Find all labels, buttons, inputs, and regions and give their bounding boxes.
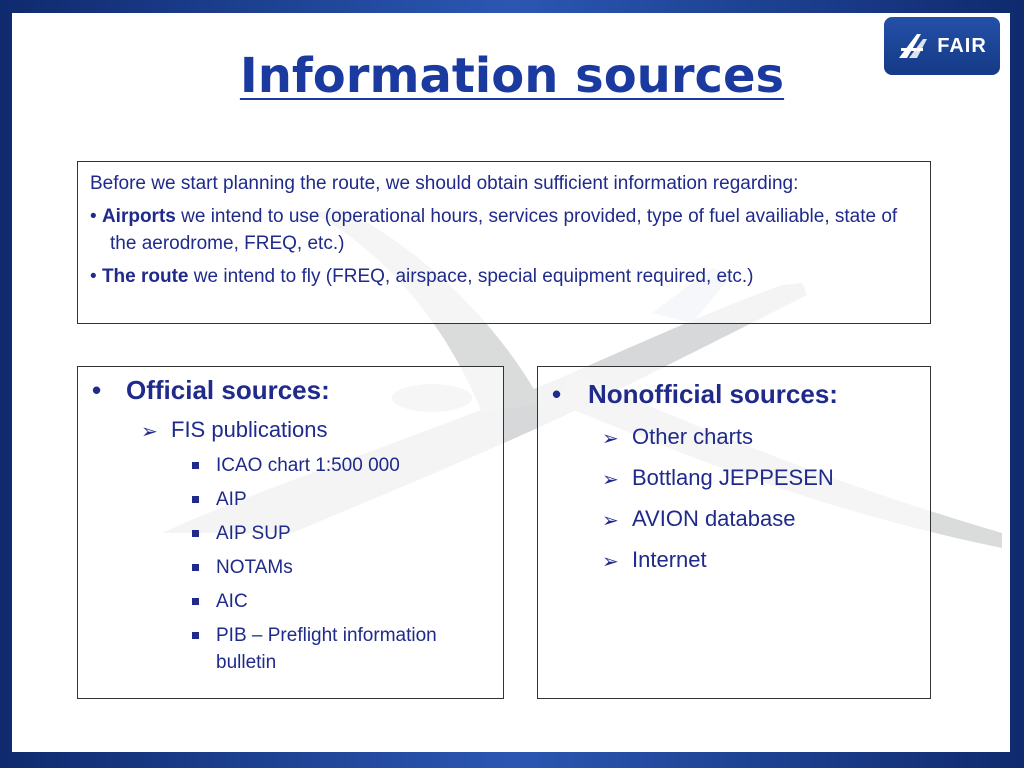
list-item: Internet — [632, 547, 707, 572]
page-title: Information sources — [239, 48, 785, 104]
bullet: • — [90, 206, 102, 227]
square-bullet-icon — [192, 462, 199, 469]
intro-item-airports — [90, 203, 918, 257]
square-bullet-icon — [192, 632, 199, 639]
intro-box — [77, 161, 931, 324]
list-item: Bottlang JEPPESEN — [632, 465, 834, 490]
intro-item-bold: Airports — [101, 206, 176, 227]
intro-item-text: we intend to fly (FREQ, airspace, special equipment required, etc.) — [188, 266, 754, 287]
nonofficial-sources-box — [537, 366, 931, 699]
arrow-bullet-icon: ➢ — [602, 510, 619, 532]
list-item: PIB – Preflight information bulletin — [216, 625, 437, 673]
official-sources-box — [77, 366, 504, 699]
arrow-bullet-icon: ➢ — [602, 428, 619, 450]
bullet: • — [552, 379, 562, 409]
logo-text: FAIR — [937, 34, 987, 57]
nonofficial-heading: Nonofficial sources: — [588, 379, 838, 409]
bullet: • — [92, 375, 102, 405]
official-sub: FIS publications — [171, 417, 328, 442]
square-bullet-icon — [192, 530, 199, 537]
intro-lead: Before we start planning the route, we should obtain sufficient information regarding: — [90, 173, 799, 194]
square-bullet-icon — [192, 564, 199, 571]
list-item: AIP — [216, 489, 247, 510]
arrow-bullet-icon: ➢ — [602, 469, 619, 491]
list-item: Other charts — [632, 424, 754, 449]
intro-item-text: we intend to use (operational hours, services provided, type of fuel availiable, state of the aerodrome, FREQ, etc.) — [110, 206, 898, 254]
arrow-bullet-icon: ➢ — [141, 421, 158, 443]
list-item: AIC — [216, 591, 248, 612]
list-item: AIP SUP — [216, 523, 291, 544]
list-item: NOTAMs — [216, 557, 293, 578]
intro-item-bold: The route — [101, 266, 189, 287]
list-item: AVION database — [632, 506, 796, 531]
list-item: ICAO chart 1:500 000 — [216, 455, 400, 476]
square-bullet-icon — [192, 496, 199, 503]
square-bullet-icon — [192, 598, 199, 605]
arrow-bullet-icon: ➢ — [602, 551, 619, 573]
official-heading: Official sources: — [126, 375, 330, 405]
bullet: • — [90, 266, 102, 287]
intro-item-route — [90, 263, 918, 290]
